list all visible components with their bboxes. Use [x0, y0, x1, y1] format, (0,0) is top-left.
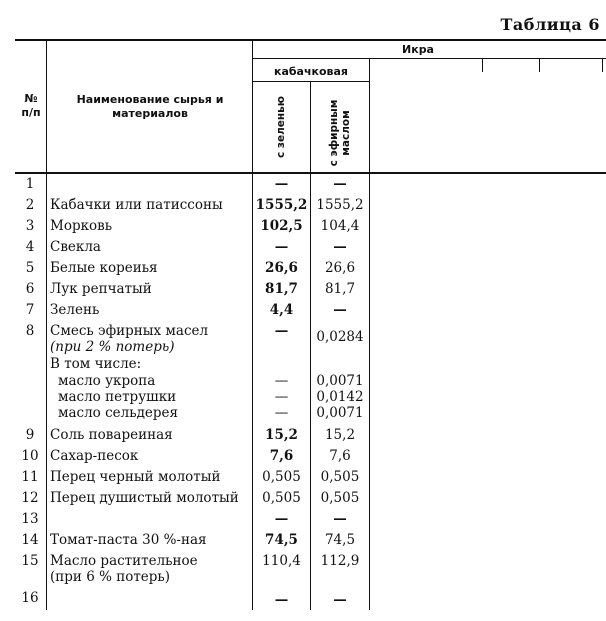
- cell-col-b: 81,7: [324, 281, 356, 297]
- cell-col-b: —: [333, 239, 347, 255]
- tick-2: [539, 58, 540, 72]
- cell-col-b: —: [333, 511, 347, 527]
- cell-col-b: 1555,2: [316, 197, 364, 213]
- cell-col-b: 0,0071: [316, 373, 364, 389]
- cell-col-b: 0,0284: [316, 329, 364, 345]
- row-number: 8: [25, 323, 35, 339]
- cell-col-b: 0,505: [320, 469, 360, 485]
- cell-col-a: 81,7: [265, 281, 298, 297]
- vline-b: [369, 58, 370, 610]
- cell-col-b: 0,0071: [316, 405, 364, 421]
- row-name: (при 6 % потерь): [50, 569, 171, 585]
- cell-col-b: 7,6: [329, 448, 351, 464]
- row-number: 3: [25, 218, 35, 234]
- row-name: Масло растительное: [50, 553, 198, 569]
- cell-col-a: —: [274, 323, 289, 339]
- row-number: 11: [21, 469, 39, 485]
- cell-col-b: —: [333, 302, 347, 318]
- header-col-no: № п/п: [21, 92, 41, 119]
- cell-col-a: 110,4: [262, 553, 301, 569]
- group-underline: [253, 58, 606, 59]
- row-name: Перец душистый молотый: [50, 490, 239, 506]
- row-name: Соль повареиная: [50, 427, 173, 443]
- cell-col-a: —: [274, 176, 289, 192]
- row-number: 7: [25, 302, 35, 318]
- cell-col-b: 0,505: [320, 490, 360, 506]
- row-number: 15: [21, 553, 39, 569]
- row-name: Сахар-песок: [50, 448, 139, 464]
- cell-col-b: 74,5: [324, 532, 356, 548]
- cell-col-a: 15,2: [265, 427, 298, 443]
- cell-col-b: —: [333, 176, 347, 192]
- tick-3: [602, 58, 603, 72]
- table-title: Таблица 6: [500, 15, 600, 34]
- cell-col-a: —: [274, 239, 289, 255]
- header-col-a: с зеленью: [275, 96, 287, 159]
- cell-col-a: 4,4: [269, 302, 294, 318]
- row-number: 6: [25, 281, 35, 297]
- row-number: 5: [25, 260, 35, 276]
- row-name: Свекла: [50, 239, 101, 255]
- row-name: масло укропа: [58, 373, 156, 389]
- cell-col-b: 112,9: [320, 553, 360, 569]
- row-name: Лук репчатый: [50, 281, 152, 297]
- cell-col-a: 0,505: [262, 469, 301, 485]
- cell-col-a: —: [274, 389, 289, 405]
- row-name: масло сельдерея: [58, 405, 179, 421]
- cell-col-a: —: [274, 405, 289, 421]
- header-group: Икра: [402, 43, 434, 56]
- row-number: 13: [21, 511, 39, 527]
- table-top-border: [15, 39, 606, 41]
- row-name: Перец черный молотый: [50, 469, 221, 485]
- cell-col-a: 7,6: [269, 448, 294, 464]
- row-name: Зелень: [50, 302, 100, 318]
- header-col-b: с эфирным маслом: [328, 99, 352, 167]
- cell-col-a: 0,505: [262, 490, 301, 506]
- vline-no: [46, 40, 47, 610]
- row-name: Белые кореиья: [50, 260, 158, 276]
- cell-col-a: —: [274, 511, 289, 527]
- cell-col-b: —: [333, 592, 347, 608]
- row-number: 14: [21, 532, 39, 548]
- cell-col-b: 104,4: [320, 218, 360, 234]
- row-number: 9: [25, 427, 35, 443]
- tick-1: [482, 58, 483, 72]
- cell-col-b: 0,0142: [316, 389, 364, 405]
- row-number: 16: [21, 590, 39, 606]
- cell-col-a: 74,5: [265, 532, 298, 548]
- row-name: В том числе:: [50, 356, 142, 372]
- row-name: Смесь эфирных масел: [50, 323, 209, 339]
- cell-col-a: 102,5: [260, 218, 303, 234]
- cell-col-a: 1555,2: [255, 197, 308, 213]
- cell-col-b: 15,2: [324, 427, 356, 443]
- cell-col-b: 26,6: [324, 260, 356, 276]
- row-name: масло петрушки: [58, 389, 177, 405]
- cell-col-a: —: [274, 592, 289, 608]
- row-number: 12: [21, 490, 39, 506]
- row-number: 10: [21, 448, 39, 464]
- row-name: Морковь: [50, 218, 113, 234]
- header-col-name: Наименование сырья и материалов: [76, 93, 224, 120]
- row-number: 2: [25, 197, 35, 213]
- row-number: 4: [25, 239, 35, 255]
- row-name: Томат-паста 30 %-ная: [50, 532, 207, 548]
- vline-a: [310, 81, 311, 610]
- row-number: 1: [25, 176, 35, 192]
- cell-col-a: —: [274, 373, 289, 389]
- row-name: (при 2 % потерь): [50, 339, 175, 355]
- header-subgroup: кабачковая: [273, 65, 348, 78]
- row-name: Кабачки или патиссоны: [50, 197, 223, 213]
- cell-col-a: 26,6: [265, 260, 298, 276]
